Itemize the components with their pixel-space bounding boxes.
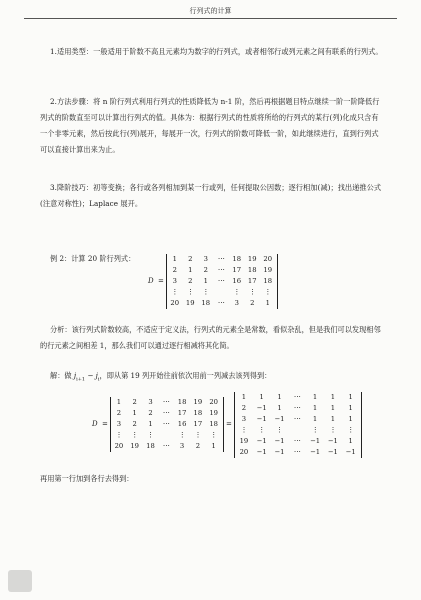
matrix-cell: ⋮ <box>233 288 241 296</box>
matrix-cell: ⋯ <box>162 420 170 428</box>
matrix-cell: 17 <box>247 277 257 285</box>
equals-sign: = <box>158 277 164 285</box>
matrix-cell: 3 <box>116 420 122 428</box>
matrix-cell <box>288 425 306 436</box>
matrix-row <box>111 397 222 408</box>
matrix-cell: −1 <box>256 404 267 412</box>
matrix-cell: −1 <box>310 437 321 445</box>
matrix-row <box>111 408 222 419</box>
matrix-cell: 1 <box>116 398 122 406</box>
matrix-cell: 17 <box>177 409 187 417</box>
matrix-cell: −1 <box>256 437 267 445</box>
matrix-cell: 2 <box>250 299 255 307</box>
matrix-cell: 19 <box>193 398 203 406</box>
matrix-cell: 3 <box>179 442 185 450</box>
matrix-cell: ⋮ <box>178 431 186 439</box>
matrix-cell: ⋯ <box>293 448 301 456</box>
page-header-title: 行列式的计算 <box>189 7 232 15</box>
matrix-cell: −1 <box>256 415 267 423</box>
matrix-cell: 2 <box>148 409 153 417</box>
solution-line <box>50 371 271 382</box>
matrix-cell: ⋮ <box>240 426 248 434</box>
matrix-cell: 2 <box>241 404 247 412</box>
matrix-cell: ⋮ <box>115 431 123 439</box>
matrix-row <box>167 298 276 309</box>
matrix-a-table <box>167 254 276 309</box>
matrix-row <box>235 436 360 447</box>
matrix-cell: 2 <box>116 409 122 417</box>
matrix-cell: 18 <box>146 442 155 450</box>
matrix-cell: 1 <box>312 415 318 423</box>
matrix-cell: 19 <box>130 442 140 450</box>
matrix-cell: 1 <box>348 404 353 412</box>
matrix-cell: −1 <box>310 448 321 456</box>
matrix-cell: 1 <box>330 415 336 423</box>
matrix-cell: 1 <box>277 404 282 412</box>
matrix-cell: 1 <box>148 420 153 428</box>
matrix-cell: ⋯ <box>217 299 225 307</box>
solution-op-1: j <box>73 371 77 380</box>
matrix-row <box>167 276 276 287</box>
matrix-cell: 1 <box>265 299 270 307</box>
matrix-row <box>111 419 222 430</box>
paragraph-analysis: 分析：该行列式阶数较高，不适应于定义法，行列式的元素全是常数，看似杂乱，但是我们可以发现相邻的行元素之间相差 1，那么我们可以通过逐行相减将其化简。 <box>40 325 381 350</box>
solution-sub-2: i <box>97 376 100 383</box>
equals-sign-2a: = <box>102 420 108 428</box>
matrix-cell: ⋮ <box>147 431 154 439</box>
matrix-cell: 1 <box>259 393 264 401</box>
matrix-cell: 20 <box>114 442 124 450</box>
matrix-cell: ⋮ <box>202 288 210 296</box>
matrix-cell: ⋮ <box>131 431 139 439</box>
matrix-cell: ⋮ <box>264 288 272 296</box>
matrix-cell: 3 <box>241 415 247 423</box>
matrix-cell: 1 <box>188 266 193 274</box>
matrix-cell: ⋯ <box>162 442 170 450</box>
matrix-cell: 1 <box>348 393 353 401</box>
matrix-b-table <box>235 392 360 458</box>
matrix-cell: 17 <box>232 266 242 274</box>
matrix-cell: 2 <box>132 398 137 406</box>
solution-prefix: 解：做 <box>50 371 74 380</box>
matrix-cell: 19 <box>185 299 195 307</box>
matrix-cell: −1 <box>327 448 338 456</box>
matrix-cell: 18 <box>201 299 211 307</box>
matrix-cell: 20 <box>170 299 180 307</box>
paragraph-reduction-tips: 3.降阶技巧：初等变换；各行或各列相加到某一行或列，任何提取公因数；逐行相加(减)；找出递推公式(注意对称性)；Laplace 展开。 <box>40 183 382 208</box>
matrix-cell: 20 <box>263 255 273 263</box>
solution-suffix: ，即从第 19 列开始往前依次用前一列减去该列得到： <box>99 371 272 380</box>
matrix-cell: ⋮ <box>186 288 194 296</box>
matrix-cell: 16 <box>232 277 242 285</box>
matrix-cell: 3 <box>172 277 177 285</box>
matrix-cell: ⋮ <box>311 426 319 434</box>
matrix-cell: 2 <box>203 266 208 274</box>
matrix-cell: 18 <box>177 398 187 406</box>
matrix-cell: 1 <box>132 409 137 417</box>
matrix-cell: 2 <box>195 442 201 450</box>
matrix-cell: 2 <box>132 420 137 428</box>
matrix-cell: 1 <box>330 393 336 401</box>
matrix-cell: ⋯ <box>293 404 301 412</box>
matrix-cell: 1 <box>203 277 208 285</box>
matrix-cell: 1 <box>348 415 353 423</box>
header-divider <box>24 18 397 19</box>
matrix-cell: 1 <box>211 442 216 450</box>
matrix-cell: ⋯ <box>293 437 301 445</box>
matrix-cell: ⋮ <box>329 426 337 434</box>
determinant-a-2 <box>110 397 224 452</box>
matrix-cell: −1 <box>274 415 285 423</box>
example-heading: 例 2：计算 20 阶行列式： <box>50 254 136 263</box>
solution-op-2: j <box>95 371 98 380</box>
matrix-cell: 20 <box>209 398 218 406</box>
matrix-cell: ⋮ <box>171 288 179 296</box>
matrix-cell: 18 <box>247 266 257 274</box>
determinant-b <box>234 392 362 458</box>
matrix-cell: 16 <box>177 420 187 428</box>
matrix-cell: 1 <box>312 404 318 412</box>
matrix-cell: 3 <box>148 398 153 406</box>
matrix-cell: −1 <box>274 437 285 445</box>
matrix-row <box>167 254 276 265</box>
matrix-cell: 1 <box>330 404 336 412</box>
matrix-cell: −1 <box>327 437 338 445</box>
matrix-cell: 1 <box>348 437 353 445</box>
matrix-cell: −1 <box>345 448 356 456</box>
matrix-cell: 1 <box>312 393 318 401</box>
matrix-cell: ⋮ <box>258 426 266 434</box>
matrix-cell: 19 <box>209 409 218 417</box>
matrix-cell: 19 <box>263 266 273 274</box>
matrix-row <box>111 441 222 452</box>
matrix-cell: ⋯ <box>162 398 170 406</box>
matrix-cell <box>214 287 230 298</box>
matrix-cell: 2 <box>188 277 193 285</box>
matrix-cell: 19 <box>239 437 249 445</box>
matrix-cell: ⋮ <box>248 288 256 296</box>
matrix-cell: 20 <box>239 448 249 456</box>
matrix-cell: 17 <box>193 420 203 428</box>
solution-sub-1: i+1 <box>76 376 86 383</box>
matrix-row <box>235 414 360 425</box>
matrix-cell <box>158 430 174 441</box>
matrix-cell: −1 <box>256 448 267 456</box>
matrix-row <box>167 287 276 298</box>
paragraph-final: 再用第一行加到各行去得到： <box>40 474 134 483</box>
paragraph-method-steps: 2.方法步骤：将 n 阶行列式利用行列式的性质降低为 n-1 阶，然后再根据题目特点继续一阶一阶降低行列式的阶数直至可以计算出行列式的值。具体为：根据行列式的性质将所给的行列式的某行(列)化成只含有一个非零元素，然后按此行(列)展开，每展开一次，行列式的阶数可降低一阶，如此继续进行，直到行列式可以直接计算出来为止。 <box>40 97 380 154</box>
matrix-row <box>167 265 276 276</box>
matrix-cell: 18 <box>232 255 242 263</box>
solution-mid: − <box>85 371 96 380</box>
matrix-cell: 18 <box>209 420 218 428</box>
matrix-cell: ⋯ <box>217 255 225 263</box>
matrix-cell: 2 <box>172 266 177 274</box>
matrix-row <box>235 392 360 403</box>
matrix-cell: 3 <box>203 255 208 263</box>
matrix-cell: 18 <box>193 409 203 417</box>
matrix-cell: ⋮ <box>194 431 202 439</box>
matrix-cell: ⋯ <box>217 277 225 285</box>
matrix-row <box>111 430 222 441</box>
equals-sign-2b: = <box>226 420 232 428</box>
matrix-row <box>235 403 360 414</box>
matrix-cell: ⋯ <box>293 393 301 401</box>
paragraph-applicable-types: 1.适用类型：一般适用于阶数不高且元素均为数字的行列式，或者相邻行或列元素之间有联系的行列式。 <box>50 47 383 56</box>
matrix-cell: 3 <box>234 299 239 307</box>
matrix-cell: −1 <box>274 448 285 456</box>
matrix-cell: ⋯ <box>293 415 301 423</box>
matrix-row <box>235 425 360 436</box>
page-thumbnail <box>8 570 32 592</box>
matrix-cell: 1 <box>241 393 247 401</box>
matrix-row <box>235 447 360 458</box>
determinant-a <box>166 254 278 309</box>
d-label-2: D <box>92 420 98 428</box>
matrix-cell: 1 <box>277 393 282 401</box>
matrix-cell: ⋮ <box>276 426 283 434</box>
matrix-cell: 2 <box>188 255 193 263</box>
matrix-cell: ⋮ <box>210 431 218 439</box>
matrix-cell: ⋮ <box>347 426 355 434</box>
matrix-cell: 19 <box>247 255 257 263</box>
matrix-cell: 1 <box>172 255 177 263</box>
matrix-cell: ⋯ <box>162 409 170 417</box>
d-label: D <box>148 277 154 285</box>
matrix-a2-table <box>111 397 222 452</box>
matrix-cell: ⋯ <box>217 266 225 274</box>
matrix-cell: 18 <box>263 277 273 285</box>
